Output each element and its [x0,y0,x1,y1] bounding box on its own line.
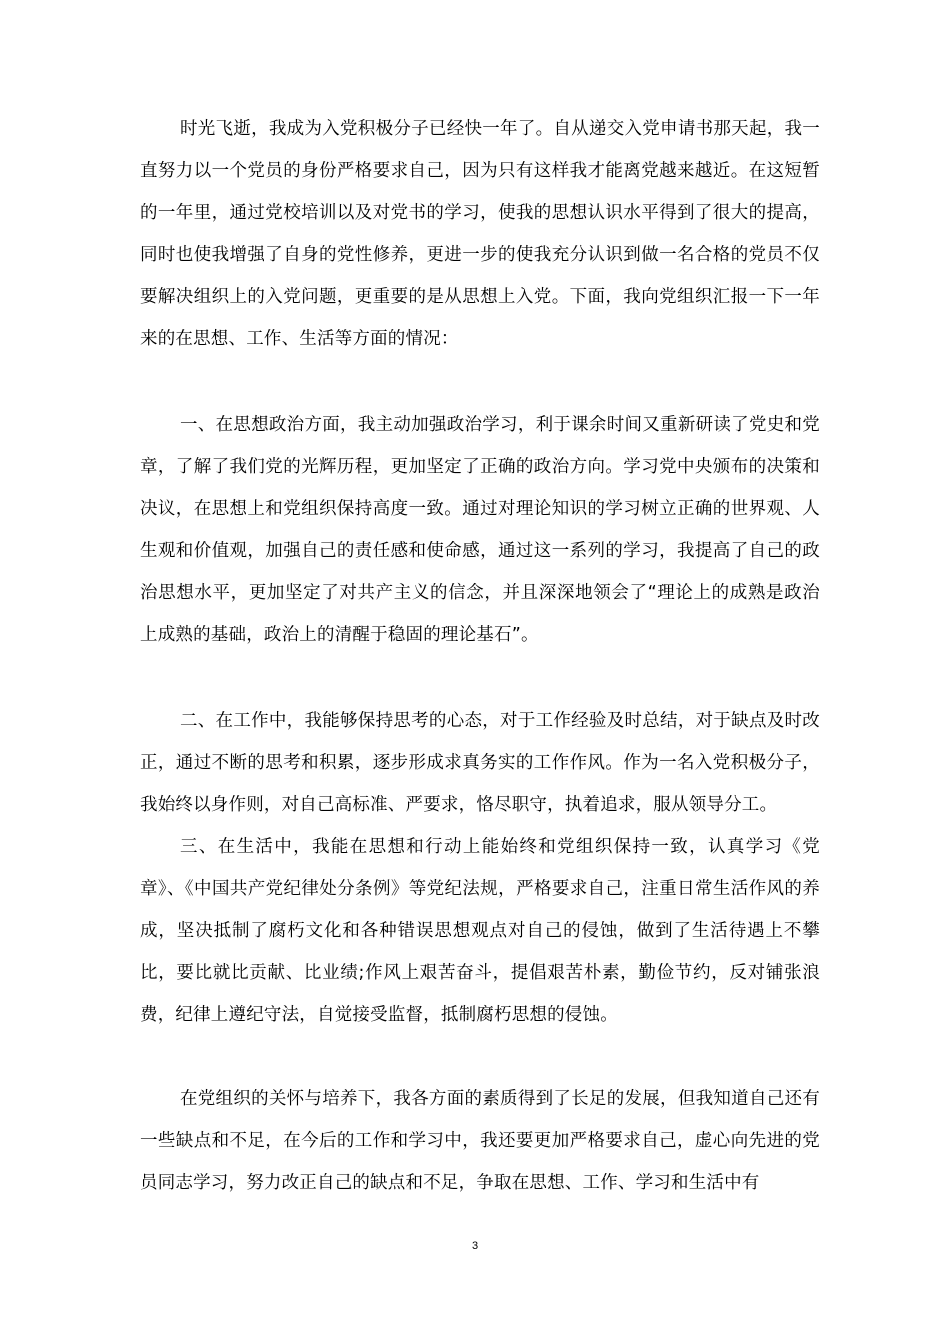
paragraph-political-thought: 一、在思想政治方面，我主动加强政治学习，利于课余时间又重新研读了党史和党章，了解了我们党的光辉历程，更加坚定了正确的政治方向。学习党中央颁布的决策和决议，在思想上和党组织保持高度一致。通过对理论知识的学习树立正确的世界观、人生观和价值观，加强自己的责任感和使命感，通过这一系列的学习，我提高了自己的政治思想水平，更加坚定了对共产主义的信念，并且深深地领会了“理论上的成熟是政治上成熟的基础，政治上的清醒于稳固的理论基石”。 [140,415,820,645]
paragraph-life: 三、在生活中，我能在思想和行动上能始终和党组织保持一致，认真学习《党章》、《中国共产党纪律处分条例》等党纪法规，严格要求自己，注重日常生活作风的养成，坚决抵制了腐朽文化和各种错误思想观点对自己的侵蚀，做到了生活待遇上不攀比，要比就比贡献、比业绩;作风上艰苦奋斗，提倡艰苦朴素，勤俭节约，反对铺张浪费，纪律上遵纪守法，自觉接受监督，抵制腐朽思想的侵蚀。 [140,837,820,1025]
paragraph-work: 二、在工作中，我能够保持思考的心态，对于工作经验及时总结，对于缺点及时改正，通过不断的思考和积累，逐步形成求真务实的工作作风。作为一名入党积极分子，我始终以身作则，对自己高标准、严要求，恪尽职守，执着追求，服从领导分工。 [140,711,820,815]
paragraph-intro: 时光飞逝，我成为入党积极分子已经快一年了。自从递交入党申请书那天起，我一直努力以一个党员的身份严格要求自己，因为只有这样我才能离党越来越近。在这短暂的一年里，通过党校培训以及对党书的学习，使我的思想认识水平得到了很大的提高，同时也使我增强了自身的党性修养，更进一步的使我充分认识到做一名合格的党员不仅要解决组织上的入党问题，更重要的是从思想上入党。下面，我向党组织汇报一下一年来的在思想、工作、生活等方面的情况： [140,119,820,349]
paragraph-conclusion: 在党组织的关怀与培养下，我各方面的素质得到了长足的发展，但我知道自己还有一些缺点和不足，在今后的工作和学习中，我还要更加严格要求自己，虚心向先进的党员同志学习，努力改正自己的缺点和不足，争取在思想、工作、学习和生活中有 [140,1089,820,1193]
page-number: 3 [471,1240,479,1252]
